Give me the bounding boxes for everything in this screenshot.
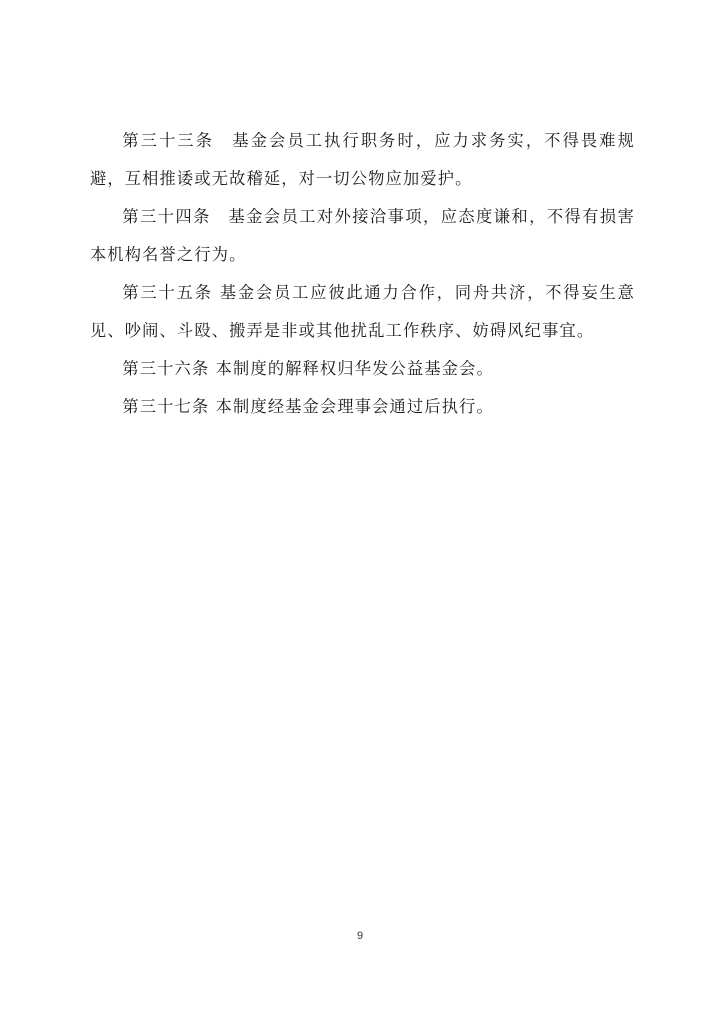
article-37: 第三十七条 本制度经基金会理事会通过后执行。 xyxy=(122,397,494,416)
article-36: 第三十六条 本制度的解释权归华发公益基金会。 xyxy=(122,359,494,378)
article-33: 第三十三条 基金会员工执行职务时，应力求务实，不得畏难规避，互相推诿或无故稽延，对一切公物应加爱护。 xyxy=(90,131,635,188)
document-body xyxy=(90,122,635,426)
article-34: 第三十四条 基金会员工对外接洽事项，应态度谦和，不得有损害本机构名誉之行为。 xyxy=(90,207,635,264)
article-35: 第三十五条 基金会员工应彼此通力合作，同舟共济，不得妄生意见、吵闹、斗殴、搬弄是非或其他扰乱工作秩序、妨碍风纪事宜。 xyxy=(90,283,635,340)
page-number: 9 xyxy=(356,930,364,942)
